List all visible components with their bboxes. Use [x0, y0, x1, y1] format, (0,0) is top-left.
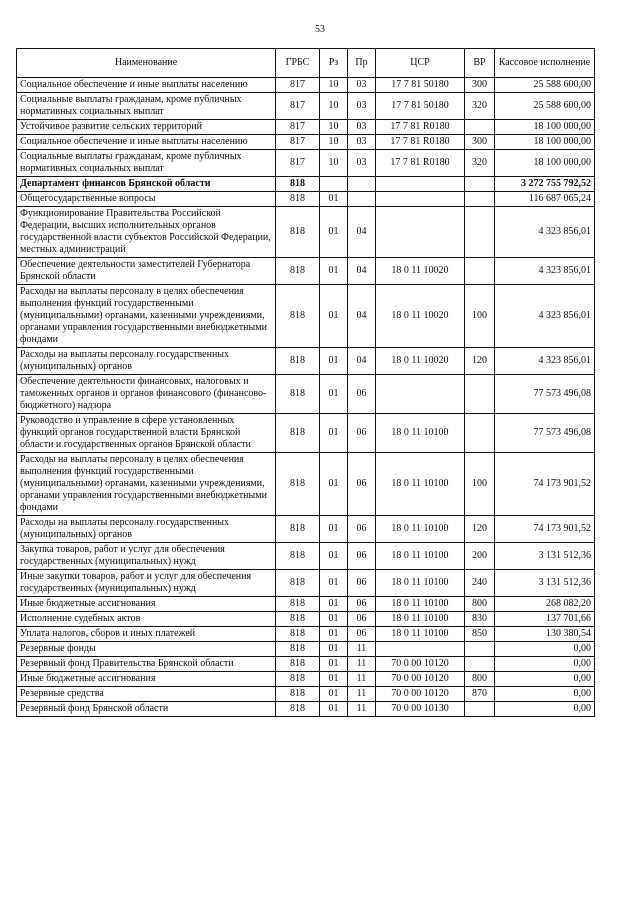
cell-grbs: 818 [276, 702, 320, 717]
cell-rz: 01 [320, 375, 348, 414]
cell-name: Устойчивое развитие сельских территорий [17, 120, 276, 135]
cell-amount: 77 573 496,08 [495, 414, 595, 453]
cell-grbs: 818 [276, 627, 320, 642]
cell-amount: 0,00 [495, 687, 595, 702]
cell-csr: 18 0 11 10020 [376, 348, 465, 375]
cell-vr: 800 [465, 597, 495, 612]
cell-grbs: 818 [276, 642, 320, 657]
cell-rz: 10 [320, 78, 348, 93]
header-amount: Кассовое исполнение [495, 49, 595, 78]
cell-amount: 137 701,66 [495, 612, 595, 627]
cell-pr: 06 [348, 414, 376, 453]
cell-vr [465, 642, 495, 657]
page-number: 53 [315, 24, 325, 35]
cell-vr [465, 414, 495, 453]
table-row [17, 627, 595, 642]
cell-pr: 04 [348, 258, 376, 285]
cell-rz [320, 177, 348, 192]
cell-grbs: 818 [276, 414, 320, 453]
cell-rz: 01 [320, 597, 348, 612]
cell-pr: 03 [348, 150, 376, 177]
cell-amount: 116 687 065,24 [495, 192, 595, 207]
header-grbs: ГРБС [276, 49, 320, 78]
cell-rz: 10 [320, 120, 348, 135]
table-row [17, 93, 595, 120]
cell-rz: 01 [320, 516, 348, 543]
cell-vr [465, 192, 495, 207]
cell-grbs: 817 [276, 120, 320, 135]
cell-vr: 870 [465, 687, 495, 702]
cell-pr: 06 [348, 516, 376, 543]
cell-rz: 01 [320, 627, 348, 642]
cell-csr: 18 0 11 10100 [376, 453, 465, 516]
cell-vr [465, 258, 495, 285]
cell-vr: 200 [465, 543, 495, 570]
cell-rz: 01 [320, 612, 348, 627]
cell-name: Резервный фонд Правительства Брянской области [17, 657, 276, 672]
cell-amount: 4 323 856,01 [495, 207, 595, 258]
cell-vr [465, 702, 495, 717]
cell-amount: 130 380,54 [495, 627, 595, 642]
header-pr: Пр [348, 49, 376, 78]
cell-vr [465, 207, 495, 258]
cell-pr: 03 [348, 78, 376, 93]
cell-pr: 03 [348, 93, 376, 120]
cell-amount: 3 272 755 792,52 [495, 177, 595, 192]
cell-name: Расходы на выплаты персоналу государственных (муниципальных) органов [17, 516, 276, 543]
cell-vr: 800 [465, 672, 495, 687]
cell-grbs: 818 [276, 453, 320, 516]
table-row [17, 612, 595, 627]
table-row [17, 543, 595, 570]
cell-amount: 18 100 000,00 [495, 120, 595, 135]
cell-csr: 70 0 00 10120 [376, 687, 465, 702]
cell-amount: 268 082,20 [495, 597, 595, 612]
table-row [17, 258, 595, 285]
cell-vr [465, 375, 495, 414]
cell-amount: 77 573 496,08 [495, 375, 595, 414]
cell-vr: 300 [465, 135, 495, 150]
cell-amount: 0,00 [495, 657, 595, 672]
cell-csr: 18 0 11 10100 [376, 516, 465, 543]
table-row [17, 375, 595, 414]
cell-name: Функционирование Правительства Российской Федерации, высших исполнительных органов государственной власти субъектов Российской Федерации, местных администраций [17, 207, 276, 258]
cell-pr: 06 [348, 627, 376, 642]
table-row [17, 150, 595, 177]
table-body [17, 78, 595, 717]
cell-pr: 11 [348, 672, 376, 687]
cell-rz: 01 [320, 672, 348, 687]
cell-amount: 4 323 856,01 [495, 348, 595, 375]
cell-vr: 100 [465, 285, 495, 348]
cell-amount: 3 131 512,36 [495, 543, 595, 570]
cell-csr [376, 375, 465, 414]
cell-vr: 120 [465, 348, 495, 375]
cell-grbs: 818 [276, 543, 320, 570]
table-row [17, 672, 595, 687]
cell-amount: 18 100 000,00 [495, 150, 595, 177]
cell-vr: 240 [465, 570, 495, 597]
cell-name: Иные бюджетные ассигнования [17, 672, 276, 687]
cell-amount: 74 173 901,52 [495, 453, 595, 516]
cell-csr [376, 177, 465, 192]
cell-csr: 18 0 11 10100 [376, 597, 465, 612]
cell-pr: 06 [348, 570, 376, 597]
cell-grbs: 818 [276, 672, 320, 687]
cell-vr: 320 [465, 93, 495, 120]
cell-csr: 18 0 11 10100 [376, 543, 465, 570]
cell-name: Закупка товаров, работ и услуг для обеспечения государственных (муниципальных) нужд [17, 543, 276, 570]
table-row [17, 702, 595, 717]
cell-pr: 11 [348, 702, 376, 717]
table-row [17, 597, 595, 612]
cell-name: Иные закупки товаров, работ и услуг для обеспечения государственных (муниципальных) нужд [17, 570, 276, 597]
cell-vr [465, 120, 495, 135]
header-name: Наименование [17, 49, 276, 78]
table-header-row [17, 49, 595, 78]
cell-rz: 01 [320, 570, 348, 597]
cell-name: Общегосударственные вопросы [17, 192, 276, 207]
table-row [17, 285, 595, 348]
cell-name: Резервные средства [17, 687, 276, 702]
cell-amount: 3 131 512,36 [495, 570, 595, 597]
cell-rz: 01 [320, 687, 348, 702]
cell-pr: 06 [348, 597, 376, 612]
cell-csr: 17 7 81 R0180 [376, 150, 465, 177]
cell-vr: 300 [465, 78, 495, 93]
cell-csr [376, 192, 465, 207]
cell-name: Социальные выплаты гражданам, кроме публичных нормативных социальных выплат [17, 93, 276, 120]
cell-vr: 100 [465, 453, 495, 516]
table-row [17, 657, 595, 672]
cell-pr: 04 [348, 285, 376, 348]
cell-name: Уплата налогов, сборов и иных платежей [17, 627, 276, 642]
table-row [17, 177, 595, 192]
cell-vr: 850 [465, 627, 495, 642]
cell-pr: 11 [348, 687, 376, 702]
cell-amount: 0,00 [495, 672, 595, 687]
header-csr: ЦСР [376, 49, 465, 78]
cell-pr: 11 [348, 657, 376, 672]
cell-grbs: 817 [276, 150, 320, 177]
cell-grbs: 817 [276, 93, 320, 120]
cell-csr: 70 0 00 10130 [376, 702, 465, 717]
cell-rz: 01 [320, 702, 348, 717]
cell-csr: 18 0 11 10100 [376, 414, 465, 453]
cell-csr [376, 207, 465, 258]
cell-vr: 830 [465, 612, 495, 627]
cell-csr: 17 7 81 50180 [376, 78, 465, 93]
cell-grbs: 818 [276, 285, 320, 348]
cell-rz: 01 [320, 348, 348, 375]
cell-rz: 01 [320, 285, 348, 348]
cell-pr: 06 [348, 453, 376, 516]
cell-name: Резервные фонды [17, 642, 276, 657]
cell-amount: 4 323 856,01 [495, 258, 595, 285]
cell-grbs: 818 [276, 687, 320, 702]
cell-rz: 01 [320, 192, 348, 207]
cell-name: Расходы на выплаты персоналу в целях обеспечения выполнения функций государственными (муниципальными) органами, казенными учреждениями, органами управления государственными внебюджетными фондами [17, 453, 276, 516]
cell-pr: 04 [348, 207, 376, 258]
cell-csr: 70 0 00 10120 [376, 657, 465, 672]
header-rz: Рз [320, 49, 348, 78]
cell-pr: 06 [348, 543, 376, 570]
cell-csr: 18 0 11 10100 [376, 570, 465, 597]
cell-amount: 74 173 901,52 [495, 516, 595, 543]
cell-grbs: 818 [276, 207, 320, 258]
cell-rz: 01 [320, 657, 348, 672]
table-row [17, 192, 595, 207]
cell-csr: 18 0 11 10100 [376, 612, 465, 627]
cell-pr: 11 [348, 642, 376, 657]
cell-vr: 320 [465, 150, 495, 177]
cell-name: Обеспечение деятельности финансовых, налоговых и таможенных органов и органов финансового (финансово-бюджетного) надзора [17, 375, 276, 414]
cell-rz: 10 [320, 150, 348, 177]
header-vr: ВР [465, 49, 495, 78]
cell-amount: 0,00 [495, 642, 595, 657]
cell-vr [465, 177, 495, 192]
cell-name: Расходы на выплаты персоналу в целях обеспечения выполнения функций государственными (муниципальными) органами, казенными учреждениями, органами управления государственными внебюджетными фондами [17, 285, 276, 348]
cell-name: Расходы на выплаты персоналу государственных (муниципальных) органов [17, 348, 276, 375]
cell-name: Социальные выплаты гражданам, кроме публичных нормативных социальных выплат [17, 150, 276, 177]
cell-grbs: 818 [276, 177, 320, 192]
cell-grbs: 818 [276, 597, 320, 612]
cell-name: Иные бюджетные ассигнования [17, 597, 276, 612]
table-row [17, 120, 595, 135]
cell-name: Социальное обеспечение и иные выплаты населению [17, 135, 276, 150]
cell-grbs: 818 [276, 192, 320, 207]
table-row [17, 78, 595, 93]
cell-rz: 01 [320, 453, 348, 516]
cell-amount: 25 588 600,00 [495, 78, 595, 93]
cell-amount: 4 323 856,01 [495, 285, 595, 348]
cell-name: Руководство и управление в сфере установленных функций органов государственной власти Брянской области и государственных органов Брянской области [17, 414, 276, 453]
cell-amount: 18 100 000,00 [495, 135, 595, 150]
cell-grbs: 818 [276, 612, 320, 627]
cell-grbs: 818 [276, 657, 320, 672]
cell-csr: 70 0 00 10120 [376, 672, 465, 687]
cell-csr: 18 0 11 10020 [376, 258, 465, 285]
cell-csr [376, 642, 465, 657]
table-row [17, 414, 595, 453]
cell-rz: 01 [320, 642, 348, 657]
cell-rz: 01 [320, 543, 348, 570]
cell-csr: 17 7 81 50180 [376, 93, 465, 120]
cell-grbs: 818 [276, 348, 320, 375]
table-row [17, 516, 595, 543]
cell-rz: 10 [320, 93, 348, 120]
cell-grbs: 818 [276, 516, 320, 543]
cell-vr [465, 657, 495, 672]
cell-pr: 03 [348, 120, 376, 135]
cell-rz: 01 [320, 207, 348, 258]
cell-name: Департамент финансов Брянской области [17, 177, 276, 192]
cell-pr [348, 192, 376, 207]
cell-grbs: 818 [276, 570, 320, 597]
cell-name: Исполнение судебных актов [17, 612, 276, 627]
cell-name: Социальное обеспечение и иные выплаты населению [17, 78, 276, 93]
cell-rz: 01 [320, 414, 348, 453]
table-row [17, 687, 595, 702]
cell-name: Обеспечение деятельности заместителей Губернатора Брянской области [17, 258, 276, 285]
cell-grbs: 818 [276, 375, 320, 414]
table-row [17, 135, 595, 150]
cell-amount: 0,00 [495, 702, 595, 717]
table-row [17, 570, 595, 597]
cell-pr: 06 [348, 375, 376, 414]
cell-rz: 10 [320, 135, 348, 150]
cell-csr: 17 7 81 R0180 [376, 135, 465, 150]
cell-rz: 01 [320, 258, 348, 285]
cell-name: Резервный фонд Брянской области [17, 702, 276, 717]
cell-pr: 03 [348, 135, 376, 150]
cell-pr: 06 [348, 612, 376, 627]
budget-execution-table [16, 48, 595, 717]
cell-pr: 04 [348, 348, 376, 375]
cell-grbs: 817 [276, 135, 320, 150]
cell-vr: 120 [465, 516, 495, 543]
table-row [17, 453, 595, 516]
cell-csr: 17 7 81 R0180 [376, 120, 465, 135]
cell-csr: 18 0 11 10020 [376, 285, 465, 348]
cell-csr: 18 0 11 10100 [376, 627, 465, 642]
table-row [17, 642, 595, 657]
cell-grbs: 818 [276, 258, 320, 285]
cell-amount: 25 588 600,00 [495, 93, 595, 120]
cell-pr [348, 177, 376, 192]
cell-grbs: 817 [276, 78, 320, 93]
table-row [17, 207, 595, 258]
table-row [17, 348, 595, 375]
